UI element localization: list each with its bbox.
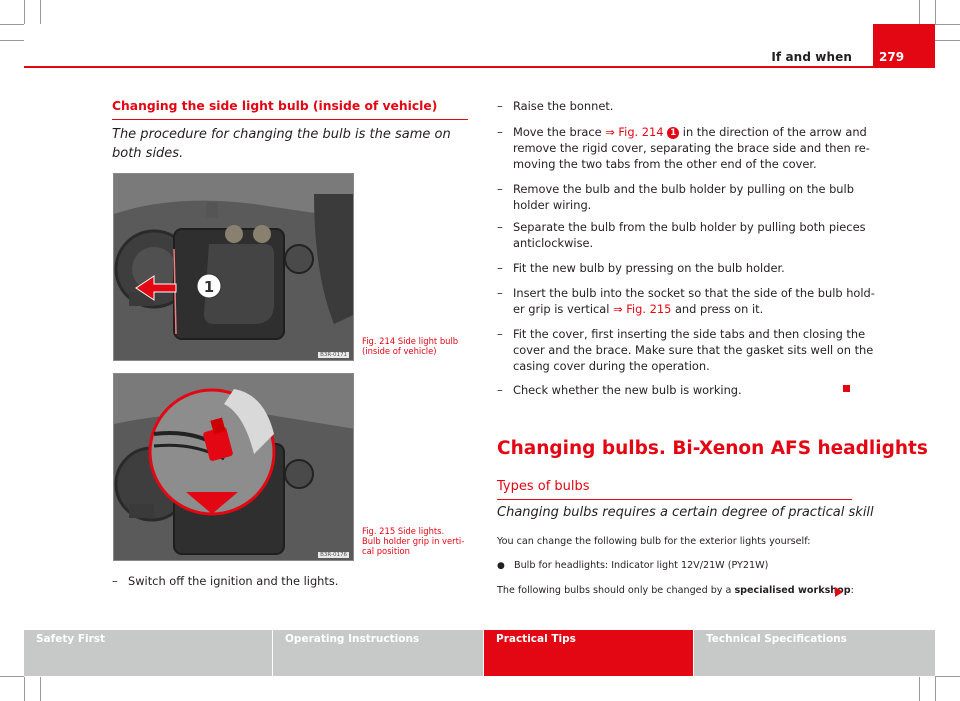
- subsection-heading: Types of bulbs: [497, 479, 852, 500]
- caption-line: Fig. 215 Side lights.: [362, 526, 445, 536]
- crop-mark: [0, 24, 24, 25]
- step-text: [513, 219, 866, 251]
- crop-mark: [919, 0, 920, 24]
- step-dash: –: [497, 125, 503, 139]
- step-text-line: Separate the bulb from the bulb holder by pulling both pieces: [513, 220, 866, 234]
- step-text-line: anticlockwise.: [513, 236, 594, 250]
- step-dash: –: [497, 286, 503, 300]
- step-text-part: and press on it.: [674, 302, 764, 316]
- header-rule: [24, 66, 935, 68]
- figure-code: B3R-0176: [320, 552, 347, 558]
- intro-note: Changing bulbs requires a certain degree of practical skill: [497, 505, 874, 520]
- step-dash: –: [497, 383, 503, 397]
- crop-mark: [40, 677, 41, 701]
- step-text-line: cover and the brace. Make sure that the gasket sits well on the: [513, 343, 874, 357]
- step-text-part: Move the brace: [513, 125, 606, 139]
- caption-line: Fig. 214 Side light bulb: [362, 336, 459, 346]
- section-heading: Changing bulbs. Bi-Xenon AFS headlights: [497, 438, 928, 459]
- callout-badge: 1: [667, 127, 679, 139]
- caption-line: (inside of vehicle): [362, 346, 437, 356]
- paragraph: You can change the following bulb for the exterior lights yourself:: [497, 536, 811, 547]
- step-text-line: Remove the bulb and the bulb holder by pulling on the bulb: [513, 182, 854, 196]
- callout-1: 1: [203, 278, 215, 296]
- intro-text: The procedure for changing the bulb is the same on both sides.: [112, 127, 451, 161]
- crop-mark: [0, 676, 24, 677]
- step-dash: –: [497, 182, 503, 196]
- figure-code: B3R-0171: [320, 352, 347, 358]
- crop-mark: [40, 0, 41, 24]
- step-text-part: er grip is vertical: [513, 302, 614, 316]
- step-dash: –: [497, 220, 503, 234]
- caption-line: Bulb holder grip in verti-: [362, 536, 465, 546]
- crop-mark: [24, 0, 25, 24]
- caption-line: cal position: [362, 546, 410, 556]
- headlight-illustration: [114, 174, 354, 361]
- step-text-line: casing cover during the operation.: [513, 359, 710, 373]
- continue-arrow-icon: [835, 587, 843, 597]
- step-text-line: remove the rigid cover, separating the brace side and then re-: [513, 141, 870, 155]
- tab-safety-first[interactable]: Safety First: [24, 630, 272, 676]
- paragraph-text: The following bulbs should only be changed by a: [497, 585, 735, 596]
- figure-215-caption: [362, 526, 472, 556]
- running-header-title: If and when: [771, 50, 852, 64]
- end-square-icon: [843, 385, 850, 392]
- step-text: Check whether the new bulb is working.: [513, 383, 742, 397]
- paragraph: [497, 585, 854, 596]
- page-number: 279: [873, 24, 935, 68]
- step-text-part: in the direction of the arrow and: [682, 125, 867, 139]
- step-text: [513, 124, 870, 172]
- step-dash: –: [497, 99, 503, 113]
- step-text-line: holder wiring.: [513, 198, 592, 212]
- crop-mark: [0, 40, 24, 41]
- crop-mark: [919, 677, 920, 701]
- figure-215: [113, 373, 354, 561]
- tab-technical-specifications[interactable]: Technical Specifications: [694, 630, 935, 676]
- step-dash: –: [497, 261, 503, 275]
- crop-mark: [935, 24, 960, 25]
- step-text-line: Insert the bulb into the socket so that the side of the bulb hold-: [513, 286, 875, 300]
- tab-practical-tips[interactable]: Practical Tips: [484, 630, 693, 676]
- bullet-icon: ●: [497, 561, 505, 571]
- figure-214: [113, 173, 354, 361]
- step-text: [513, 181, 854, 213]
- paragraph-bold: specialised workshop: [734, 585, 851, 596]
- step-text: Raise the bonnet.: [513, 99, 614, 113]
- crop-mark: [935, 676, 960, 677]
- tab-operating-instructions[interactable]: Operating Instructions: [273, 630, 483, 676]
- step-text: Switch off the ignition and the lights.: [128, 574, 339, 588]
- paragraph-text: :: [850, 585, 854, 596]
- crop-mark: [24, 677, 25, 701]
- crop-mark: [935, 677, 936, 701]
- figure-214-caption: [362, 336, 472, 356]
- step-text-line: Fit the cover, first inserting the side tabs and then closing the: [513, 327, 866, 341]
- section-title: Changing the side light bulb (inside of vehicle): [112, 99, 468, 120]
- crop-mark: [935, 0, 936, 24]
- crop-mark: [935, 40, 960, 41]
- bullet-text: Bulb for headlights: Indicator light 12V/21W (PY21W): [514, 560, 769, 571]
- figure-214-link[interactable]: ⇒ Fig. 214: [605, 125, 664, 139]
- step-text: Fit the new bulb by pressing on the bulb holder.: [513, 261, 785, 275]
- step-text: [513, 285, 875, 317]
- step-dash: –: [112, 574, 118, 588]
- step-text: [513, 326, 873, 374]
- bulb-holder-illustration: [114, 374, 354, 561]
- bullet-item: [497, 560, 768, 571]
- figure-215-link[interactable]: ⇒ Fig. 215: [613, 302, 672, 316]
- step-text-line: moving the two tabs from the other end of the cover.: [513, 157, 817, 171]
- step-dash: –: [497, 327, 503, 341]
